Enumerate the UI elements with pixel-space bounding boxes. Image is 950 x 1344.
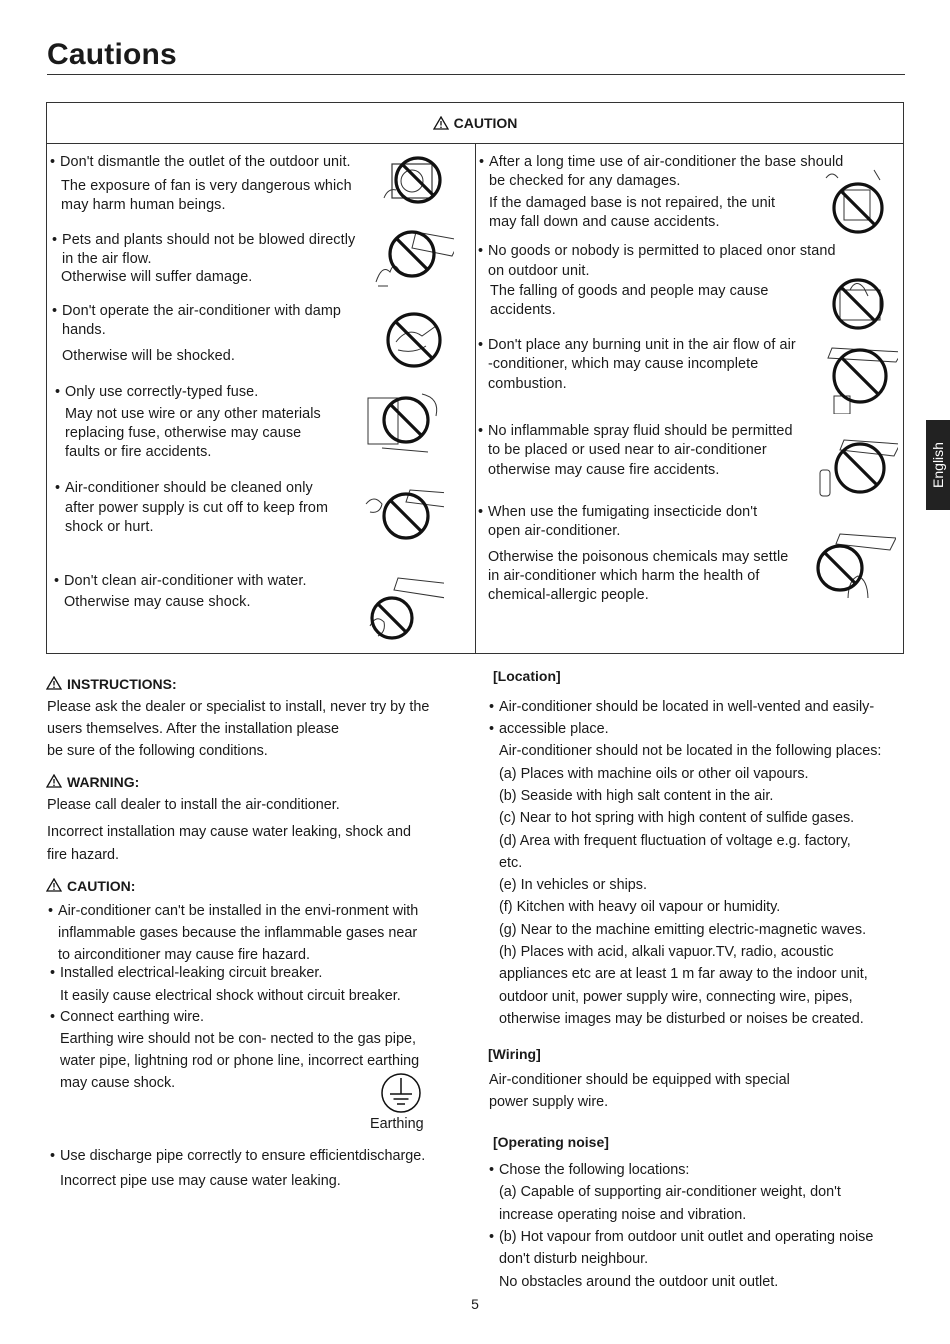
- caution2-item-4-line-1: • Use discharge pipe correctly to ensure efficientdischarge.: [60, 1145, 425, 1167]
- caution-left-4-body-1: May not use wire or any other materials: [65, 406, 321, 422]
- caution-box-title: CAUTION: [453, 115, 518, 131]
- caution-right-4-title: • No inflammable spray fluid should be permitted: [488, 422, 793, 442]
- no-burning-unit-icon: [816, 346, 898, 414]
- page-number: 5: [471, 1296, 479, 1312]
- warning-heading: [46, 774, 139, 790]
- no-fumigation-icon: [814, 530, 896, 598]
- warning-line-2: Incorrect installation may cause water leaking, shock and: [47, 824, 411, 840]
- noise-heading: [Operating noise]: [493, 1134, 609, 1150]
- instructions-line-3: be sure of the following conditions.: [47, 743, 268, 759]
- caution-right-3-body-2: combustion.: [488, 376, 567, 392]
- caution-left-6-title: • Don't clean air-conditioner with water.: [64, 572, 307, 592]
- caution-right-1-title: • After a long time use of air-conditioner the base should: [489, 153, 843, 173]
- noise-line-6: No obstacles around the outdoor unit outlet.: [499, 1274, 779, 1290]
- wiring-heading: [Wiring]: [488, 1046, 541, 1062]
- caution-left-5-body-2: shock or hurt.: [65, 519, 154, 535]
- caution2-item-3-line-3: water pipe, lightning rod or phone line, incorrect earthing: [60, 1053, 420, 1069]
- wiring-line-1: Air-conditioner should be equipped with special: [489, 1072, 790, 1088]
- caution-left-4-body-3: faults or fire accidents.: [65, 444, 212, 460]
- caution-left-3-body-2: Otherwise will be shocked.: [62, 348, 235, 364]
- caution-right-1-body-2: If the damaged base is not repaired, the unit: [489, 195, 776, 211]
- caution-left-6-body-1: Otherwise may cause shock.: [64, 594, 251, 610]
- earthing-label: Earthing: [370, 1116, 424, 1132]
- caution-left-1-body-2: may harm human beings.: [61, 197, 226, 213]
- wiring-line-2: power supply wire.: [489, 1094, 609, 1110]
- location-line-5: (b) Seaside with high salt content in the air.: [499, 788, 774, 804]
- warning-triangle-icon: [46, 774, 62, 788]
- location-line-2: • accessible place.: [499, 718, 609, 740]
- caution2-item-2-line-2: It easily cause electrical shock without circuit breaker.: [60, 988, 401, 1004]
- location-line-12: (h) Places with acid, alkali vapuor.TV, radio, acoustic: [499, 944, 834, 960]
- caution-left-4-title: • Only use correctly-typed fuse.: [65, 383, 258, 403]
- location-line-13: appliances etc are at least 1 m far away to the indoor unit,: [499, 966, 868, 982]
- noise-line-2: (a) Capable of supporting air-conditioner weight, don't: [499, 1184, 841, 1200]
- no-clean-while-powered-icon: [362, 484, 444, 552]
- no-dismantle-fan-icon: [378, 150, 460, 218]
- caution-left-1-title: • Don't dismantle the outlet of the outdoor unit.: [60, 153, 351, 173]
- warning-line-1: Please call dealer to install the air-conditioner.: [47, 797, 340, 813]
- location-line-1: • Air-conditioner should be located in well-vented and easily-: [499, 696, 874, 718]
- caution-box-header: [47, 103, 903, 144]
- caution-right-2-body-1: on outdoor unit.: [488, 263, 590, 279]
- location-line-10: (f) Kitchen with heavy oil vapour or humidity.: [499, 899, 781, 915]
- caution-right-2-title: • No goods or nobody is permitted to placed onor stand: [488, 242, 836, 262]
- caution-left-2-title: • Pets and plants should not be blowed directly: [62, 231, 355, 251]
- instructions-line-2: users themselves. After the installation please: [47, 721, 339, 737]
- caution-right-4-body-2: otherwise may cause fire accidents.: [488, 462, 720, 478]
- language-tab-label: English: [930, 442, 947, 488]
- caution-left-5-title: • Air-conditioner should be cleaned only: [65, 479, 313, 499]
- noise-line-5: don't disturb neighbour.: [499, 1251, 649, 1267]
- location-line-15: otherwise images may be disturbed or noises be created.: [499, 1011, 864, 1027]
- caution-left-5-body-1: after power supply is cut off to keep from: [65, 500, 329, 516]
- warning-triangle-icon: [46, 878, 62, 892]
- location-line-8: etc.: [499, 855, 523, 871]
- warning-triangle-icon: [433, 116, 449, 130]
- caution-left-1-body-1: The exposure of fan is very dangerous which: [61, 178, 352, 194]
- location-line-3: Air-conditioner should not be located in the following places:: [499, 743, 882, 759]
- location-line-7: (d) Area with frequent fluctuation of voltage e.g. factory,: [499, 833, 851, 849]
- warning-heading-text: WARNING:: [67, 774, 140, 790]
- caution2-item-2-line-1: • Installed electrical-leaking circuit breaker.: [60, 962, 322, 984]
- caution2-item-4-line-2: Incorrect pipe use may cause water leaking.: [60, 1173, 341, 1189]
- caution-right-1-body-1: be checked for any damages.: [489, 173, 681, 189]
- noise-line-4: • (b) Hot vapour from outdoor unit outlet and operating noise: [499, 1226, 873, 1248]
- instructions-line-1: Please ask the dealer or specialist to install, never try by the: [47, 699, 430, 715]
- no-damp-hands-icon: [374, 306, 456, 374]
- caution-left-3-title: • Don't operate the air-conditioner with damp: [62, 302, 341, 322]
- location-heading: [Location]: [493, 668, 561, 684]
- location-line-9: (e) In vehicles or ships.: [499, 877, 647, 893]
- caution-right-5-body-2: Otherwise the poisonous chemicals may settle: [488, 549, 789, 565]
- warning-triangle-icon: [46, 676, 62, 690]
- caution-box-divider: [475, 143, 476, 653]
- title-rule: [47, 74, 905, 75]
- no-wrong-fuse-icon: [362, 388, 444, 456]
- no-pets-plants-icon: [372, 226, 454, 294]
- caution-right-3-body-1: -conditioner, which may cause incomplete: [488, 356, 759, 372]
- language-tab: [926, 420, 950, 510]
- caution-right-2-body-2: The falling of goods and people may cause: [490, 283, 769, 299]
- caution2-item-1-line-1: • Air-conditioner can't be installed in the envi-ronment with: [58, 900, 418, 922]
- caution-left-2-body-2: Otherwise will suffer damage.: [61, 269, 253, 285]
- page-title: Cautions: [47, 38, 177, 71]
- caution2-item-1-line-2: inflammable gases because the inflammable gases near: [58, 925, 418, 941]
- noise-line-1: • Chose the following locations:: [499, 1159, 689, 1181]
- no-spray-fluid-icon: [816, 436, 898, 504]
- caution2-heading-text: CAUTION:: [67, 878, 136, 894]
- location-line-11: (g) Near to the machine emitting electric-magnetic waves.: [499, 922, 867, 938]
- caution2-heading: [46, 878, 135, 894]
- instructions-heading: [46, 676, 177, 692]
- caution-right-5-body-3: in air-conditioner which harm the health of: [488, 568, 760, 584]
- caution2-item-3-line-1: • Connect earthing wire.: [60, 1006, 204, 1028]
- location-line-4: (a) Places with machine oils or other oil vapours.: [499, 766, 809, 782]
- caution-right-2-body-3: accidents.: [490, 302, 556, 318]
- caution2-item-1-line-3: to airconditioner may cause fire hazard.: [58, 947, 310, 963]
- caution-right-5-title: • When use the fumigating insecticide don't: [488, 503, 757, 523]
- caution-right-5-body-1: open air-conditioner.: [488, 523, 621, 539]
- location-line-14: outdoor unit, power supply wire, connecting wire, pipes,: [499, 989, 853, 1005]
- instructions-heading-text: INSTRUCTIONS:: [67, 676, 177, 692]
- caution-right-1-body-3: may fall down and cause accidents.: [489, 214, 720, 230]
- caution-left-4-body-2: replacing fuse, otherwise may cause: [65, 425, 302, 441]
- no-standing-on-unit-icon: [820, 270, 902, 338]
- caution2-item-3-line-4: may cause shock.: [60, 1075, 176, 1091]
- caution-right-3-title: • Don't place any burning unit in the air flow of air: [488, 336, 796, 356]
- check-base-icon: [822, 168, 904, 236]
- earthing-icon: [380, 1072, 422, 1114]
- caution-right-5-body-4: chemical-allergic people.: [488, 587, 649, 603]
- noise-line-3: increase operating noise and vibration.: [499, 1207, 747, 1223]
- caution-left-3-body-1: hands.: [62, 322, 106, 338]
- warning-line-3: fire hazard.: [47, 847, 119, 863]
- caution-left-2-body-1: in the air flow.: [62, 251, 152, 267]
- caution2-item-3-line-2: Earthing wire should not be con- nected to the gas pipe,: [60, 1031, 416, 1047]
- location-line-6: (c) Near to hot spring with high content of sulfide gases.: [499, 810, 855, 826]
- no-clean-with-water-icon: [362, 574, 444, 642]
- caution-right-4-body-1: to be placed or used near to air-conditioner: [488, 442, 767, 458]
